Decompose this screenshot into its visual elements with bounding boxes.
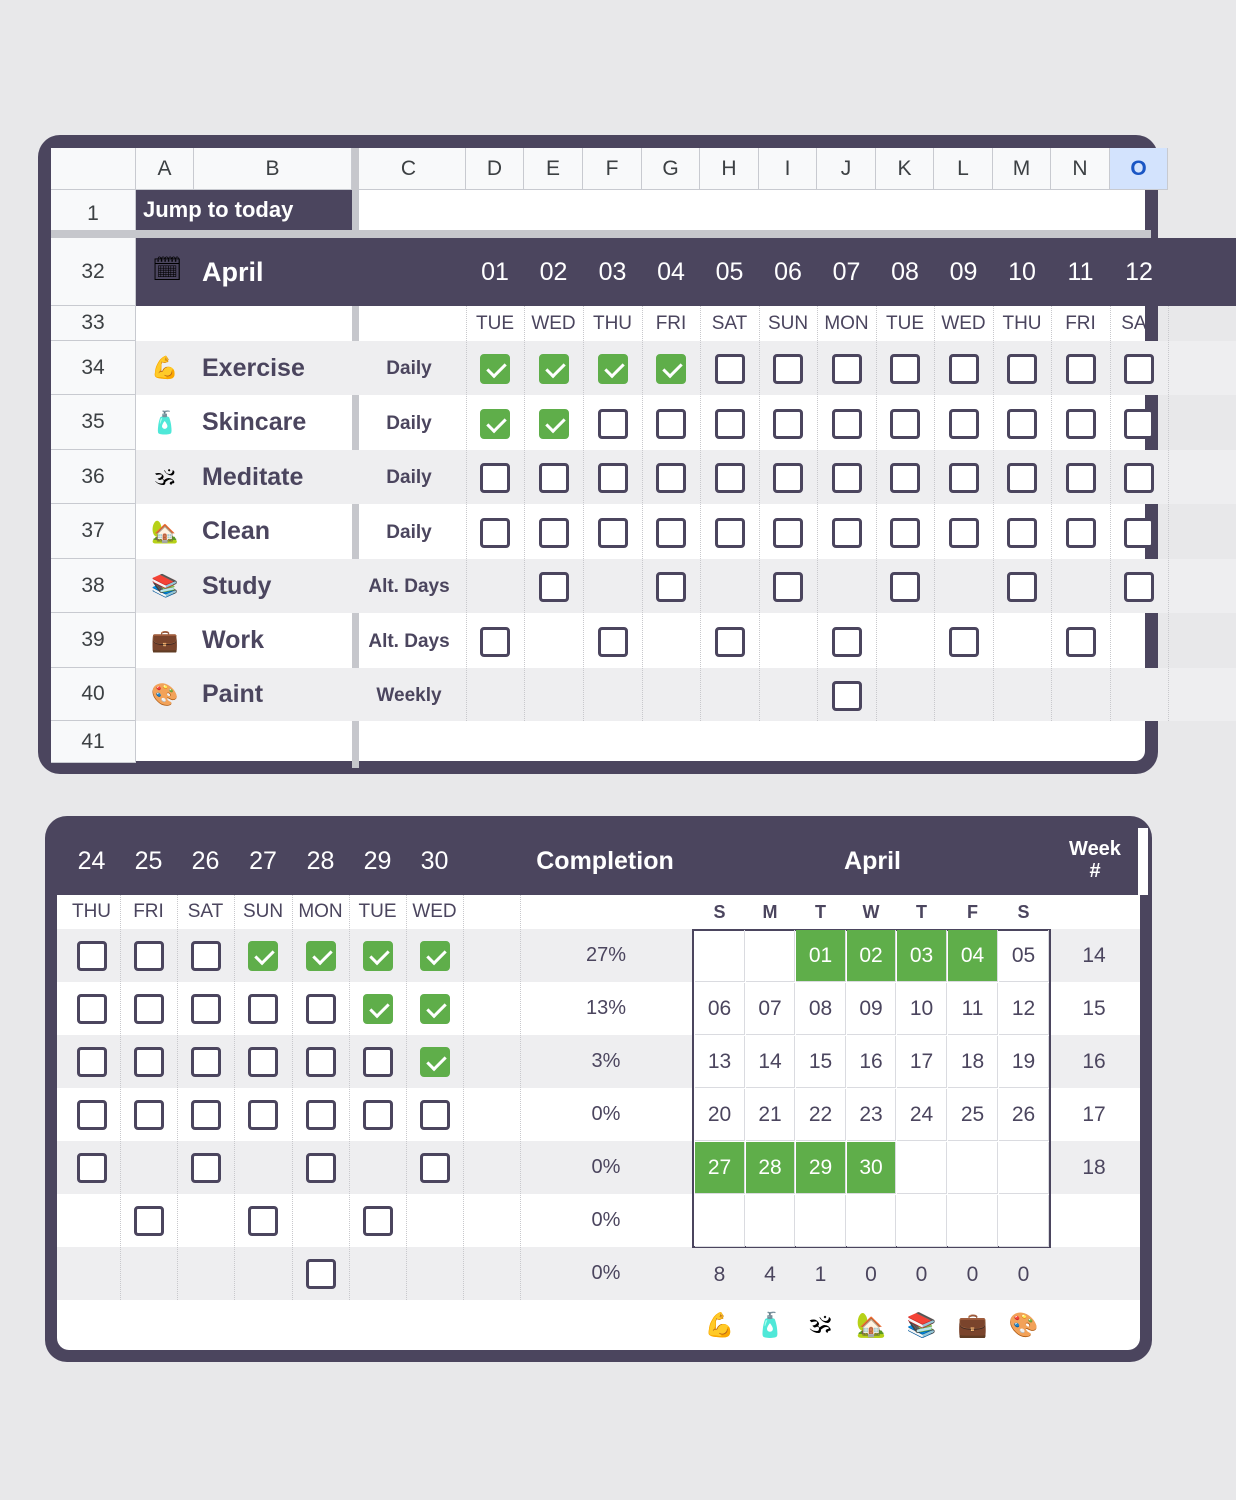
day-number: 26 <box>191 847 220 875</box>
checkbox-unchecked[interactable] <box>539 463 569 493</box>
column-header-n[interactable]: N <box>1051 148 1110 190</box>
column-header-e[interactable]: E <box>524 148 583 190</box>
day-name: THU <box>592 312 633 334</box>
checkbox-unchecked[interactable] <box>656 572 686 602</box>
day-name: THU <box>1002 312 1042 334</box>
checkbox-unchecked[interactable] <box>306 994 336 1024</box>
calendar-day[interactable]: 03 <box>897 930 947 982</box>
checkbox-unchecked[interactable] <box>306 1100 336 1130</box>
calendar-day[interactable]: 25 <box>948 1089 998 1141</box>
day-name: WED <box>531 312 576 334</box>
checkbox-unchecked[interactable] <box>832 681 862 711</box>
column-header-i[interactable]: I <box>759 148 817 190</box>
checkbox-unchecked[interactable] <box>832 463 862 493</box>
day-name: FRI <box>655 312 687 334</box>
habit-name: Study <box>202 571 272 600</box>
habit-frequency: Daily <box>386 521 432 543</box>
habit-icon: 💼 <box>957 1311 988 1339</box>
grid-line <box>817 306 818 721</box>
checkbox-unchecked[interactable] <box>715 409 745 439</box>
checkbox-unchecked[interactable] <box>773 354 803 384</box>
day-name: FRI <box>1065 312 1096 334</box>
day-name: WED <box>412 901 457 922</box>
calendar-day[interactable]: 26 <box>999 1089 1049 1141</box>
calendar-empty-cell <box>999 1195 1049 1247</box>
day-number: 05 <box>715 257 744 286</box>
checkbox-unchecked[interactable] <box>656 463 686 493</box>
grid-line <box>292 895 293 1300</box>
calendar-day[interactable]: 17 <box>897 1036 947 1088</box>
checkbox-unchecked[interactable] <box>134 941 164 971</box>
calendar-day[interactable]: 12 <box>999 983 1049 1035</box>
checkbox-checked[interactable] <box>539 354 569 384</box>
checkbox-unchecked[interactable] <box>134 1100 164 1130</box>
checkbox-unchecked[interactable] <box>248 1206 278 1236</box>
calendar-empty-cell <box>746 1195 795 1247</box>
day-name: SUN <box>242 901 284 922</box>
checkbox-unchecked[interactable] <box>890 463 920 493</box>
grid-line <box>1110 306 1111 721</box>
habit-frequency: Daily <box>386 467 432 488</box>
habit-total: 0 <box>865 1263 877 1286</box>
checkbox-unchecked[interactable] <box>480 518 510 548</box>
calendar-day[interactable]: 20 <box>695 1089 745 1141</box>
calendar-day[interactable]: 18 <box>948 1036 998 1088</box>
completion-value: 3% <box>591 1050 621 1072</box>
day-number: 29 <box>363 847 392 875</box>
grid-line <box>700 306 701 721</box>
checkbox-unchecked[interactable] <box>1124 463 1154 493</box>
grid-line <box>120 895 121 1300</box>
checkbox-unchecked[interactable] <box>1007 572 1037 602</box>
calendar-day[interactable]: 07 <box>746 983 795 1035</box>
checkbox-unchecked[interactable] <box>306 1047 336 1077</box>
calendar-empty-cell <box>897 1195 947 1247</box>
calendar-day[interactable]: 13 <box>695 1036 745 1088</box>
habit-name: Paint <box>202 680 264 708</box>
habit-frequency: Alt. Days <box>368 630 450 652</box>
day-name: MON <box>298 901 343 922</box>
day-name: TUE <box>358 901 397 922</box>
checkbox-unchecked[interactable] <box>715 518 745 548</box>
calendar-day[interactable]: 27 <box>695 1142 745 1194</box>
week-number: 17 <box>1082 1102 1106 1126</box>
checkbox-unchecked[interactable] <box>1007 354 1037 384</box>
week-number: 16 <box>1082 1049 1106 1073</box>
day-name: SAT <box>711 312 748 334</box>
checkbox-checked[interactable] <box>480 409 510 439</box>
day-number: 09 <box>949 257 978 286</box>
checkbox-unchecked[interactable] <box>480 463 510 493</box>
completion-header: Completion <box>536 847 674 875</box>
checkbox-unchecked[interactable] <box>1124 572 1154 602</box>
habit-name: Skincare <box>202 408 307 436</box>
checkbox-unchecked[interactable] <box>77 1047 107 1077</box>
calendar-day[interactable]: 08 <box>796 983 846 1035</box>
column-header-k[interactable]: K <box>876 148 934 190</box>
habit-name: Work <box>202 626 265 654</box>
day-name: MON <box>824 312 869 334</box>
day-number: 25 <box>134 847 163 875</box>
row-number[interactable]: 34 <box>51 341 136 395</box>
checkbox-unchecked[interactable] <box>420 1153 450 1183</box>
checkbox-unchecked[interactable] <box>832 409 862 439</box>
checkbox-unchecked[interactable] <box>1007 409 1037 439</box>
habit-total: 0 <box>1017 1263 1030 1286</box>
checkbox-checked[interactable] <box>598 354 628 384</box>
checkbox-unchecked[interactable] <box>773 409 803 439</box>
checkbox-unchecked[interactable] <box>949 463 979 493</box>
calendar-weekday: W <box>862 901 880 922</box>
calendar-empty-cell <box>897 1142 947 1194</box>
checkbox-unchecked[interactable] <box>598 409 628 439</box>
calendar-day[interactable]: 09 <box>847 983 896 1035</box>
week-number-header-hash: # <box>1089 859 1101 882</box>
checkbox-unchecked[interactable] <box>134 1047 164 1077</box>
habit-frequency: Daily <box>386 358 432 379</box>
grid-line <box>349 895 350 1300</box>
day-number: 08 <box>891 257 919 286</box>
habit-icon: 📚 <box>906 1311 937 1339</box>
habit-frequency: Alt. Days <box>368 576 450 597</box>
day-name: SUN <box>767 312 809 334</box>
calendar-empty-cell <box>847 1195 896 1247</box>
calendar-empty-cell <box>948 1195 998 1247</box>
day-number: 24 <box>77 847 106 875</box>
grid-line <box>876 306 877 721</box>
calendar-icon: 🗓 <box>152 256 183 283</box>
habit-icon: 💼 <box>151 627 179 653</box>
checkbox-unchecked[interactable] <box>77 941 107 971</box>
habit-icon: 💪 <box>151 355 179 380</box>
calendar-day[interactable]: 10 <box>897 983 947 1035</box>
week-number-header: Week <box>1069 837 1121 860</box>
checkbox-unchecked[interactable] <box>134 994 164 1024</box>
checkbox-unchecked[interactable] <box>77 994 107 1024</box>
grid-line <box>1168 306 1169 721</box>
checkbox-unchecked[interactable] <box>773 518 803 548</box>
frozen-row-divider <box>51 230 1151 238</box>
calendar-day[interactable]: 24 <box>897 1089 947 1141</box>
checkbox-unchecked[interactable] <box>1124 518 1154 548</box>
checkbox-unchecked[interactable] <box>656 409 686 439</box>
habit-name: Exercise <box>202 353 305 382</box>
column-header-o[interactable]: O <box>1110 148 1168 190</box>
completion-value: 13% <box>585 997 627 1019</box>
checkbox-unchecked[interactable] <box>832 627 862 657</box>
habit-icon: 💪 <box>704 1311 735 1339</box>
checkbox-checked[interactable] <box>480 354 510 384</box>
checkbox-unchecked[interactable] <box>191 941 221 971</box>
calendar-empty-cell <box>999 1142 1049 1194</box>
row-number[interactable]: 40 <box>51 668 136 721</box>
habit-total: 0 <box>966 1263 979 1286</box>
checkbox-unchecked[interactable] <box>480 627 510 657</box>
calendar-day[interactable]: 28 <box>746 1142 795 1194</box>
calendar-month-header: April <box>844 847 901 875</box>
checkbox-checked[interactable] <box>656 354 686 384</box>
grid-line <box>1051 306 1052 721</box>
jump-to-today-button[interactable]: Jump to today <box>136 190 352 230</box>
row-number[interactable]: 32 <box>51 238 136 306</box>
habit-sheet-grid <box>51 148 1157 761</box>
month-title: April <box>202 256 264 287</box>
completion-value: 0% <box>591 1103 621 1125</box>
grid-line <box>759 306 760 721</box>
calendar-day[interactable]: 02 <box>847 930 896 982</box>
checkbox-unchecked[interactable] <box>1124 354 1154 384</box>
habit-total: 4 <box>764 1263 776 1286</box>
row-number[interactable]: 41 <box>51 721 136 763</box>
day-number: 07 <box>832 257 861 286</box>
calendar-day[interactable]: 22 <box>796 1089 846 1141</box>
corner-cell <box>51 148 136 190</box>
day-name: TUE <box>476 312 514 334</box>
day-number: 12 <box>1125 257 1153 286</box>
day-name: TUE <box>886 312 924 334</box>
checkbox-unchecked[interactable] <box>656 518 686 548</box>
calendar-day[interactable]: 14 <box>746 1036 795 1088</box>
habit-total: 1 <box>814 1263 827 1286</box>
checkbox-unchecked[interactable] <box>773 463 803 493</box>
day-number: 02 <box>539 257 568 286</box>
checkbox-unchecked[interactable] <box>191 1153 221 1183</box>
day-number: 06 <box>774 257 802 286</box>
checkbox-unchecked[interactable] <box>1007 518 1037 548</box>
checkbox-unchecked[interactable] <box>1007 463 1037 493</box>
header-edge <box>1138 828 1148 895</box>
checkbox-unchecked[interactable] <box>363 1206 393 1236</box>
day-number: 10 <box>1008 257 1036 286</box>
checkbox-unchecked[interactable] <box>1066 627 1096 657</box>
column-header-m[interactable]: M <box>993 148 1051 190</box>
calendar-day[interactable]: 06 <box>695 983 745 1035</box>
grid-line <box>406 895 407 1300</box>
grid-line <box>463 895 464 1300</box>
checkbox-unchecked[interactable] <box>890 572 920 602</box>
row-number[interactable]: 35 <box>51 395 136 450</box>
habit-icon: 🏡 <box>856 1311 886 1339</box>
row-number[interactable]: 39 <box>51 613 136 668</box>
summary-panel <box>45 816 1152 1362</box>
grid-line <box>524 306 525 721</box>
week-number: 15 <box>1082 996 1106 1020</box>
calendar-empty-cell <box>695 930 745 982</box>
day-name: FRI <box>133 901 164 922</box>
week-number: 14 <box>1082 943 1106 967</box>
checkbox-unchecked[interactable] <box>598 627 628 657</box>
calendar-day[interactable]: 04 <box>948 930 998 982</box>
day-name: THU <box>71 901 112 922</box>
day-number: 01 <box>481 257 509 286</box>
grid-line <box>466 306 467 721</box>
habit-icon: 🕉 <box>809 1311 832 1338</box>
calendar-empty-cell <box>746 930 795 982</box>
checkbox-unchecked[interactable] <box>306 1259 336 1289</box>
checkbox-unchecked[interactable] <box>539 518 569 548</box>
habit-icon: 🏡 <box>151 518 179 544</box>
checkbox-checked[interactable] <box>420 1047 450 1077</box>
grid-line <box>934 306 935 721</box>
checkbox-checked[interactable] <box>363 994 393 1024</box>
habit-frequency: Daily <box>386 412 432 434</box>
calendar-day[interactable]: 05 <box>999 930 1049 982</box>
checkbox-unchecked[interactable] <box>715 627 745 657</box>
row-number[interactable]: 38 <box>51 559 136 613</box>
day-number: 27 <box>249 847 277 875</box>
checkbox-unchecked[interactable] <box>1124 409 1154 439</box>
checkbox-unchecked[interactable] <box>598 463 628 493</box>
column-header-f[interactable]: F <box>583 148 642 190</box>
habit-name: Meditate <box>202 462 304 491</box>
checkbox-unchecked[interactable] <box>1066 518 1096 548</box>
row-number[interactable]: 36 <box>51 450 136 504</box>
checkbox-unchecked[interactable] <box>248 1047 278 1077</box>
summary-grid <box>57 828 1140 1350</box>
row-number[interactable]: 37 <box>51 504 136 559</box>
checkbox-unchecked[interactable] <box>77 1153 107 1183</box>
calendar-day[interactable]: 19 <box>999 1036 1049 1088</box>
checkbox-unchecked[interactable] <box>539 572 569 602</box>
checkbox-unchecked[interactable] <box>191 1047 221 1077</box>
completion-value: 0% <box>591 1209 621 1231</box>
checkbox-unchecked[interactable] <box>949 627 979 657</box>
checkbox-unchecked[interactable] <box>715 354 745 384</box>
grid-line <box>583 306 584 721</box>
checkbox-checked[interactable] <box>248 941 278 971</box>
column-header-l[interactable]: L <box>934 148 993 190</box>
calendar-weekday: F <box>967 901 978 922</box>
checkbox-unchecked[interactable] <box>77 1100 107 1130</box>
checkbox-checked[interactable] <box>420 941 450 971</box>
calendar-day[interactable]: 30 <box>847 1142 896 1194</box>
checkbox-unchecked[interactable] <box>949 518 979 548</box>
day-name: WED <box>941 312 986 334</box>
checkbox-unchecked[interactable] <box>598 518 628 548</box>
calendar-day[interactable]: 29 <box>796 1142 846 1194</box>
checkbox-unchecked[interactable] <box>890 354 920 384</box>
day-name: SAT <box>187 901 224 922</box>
checkbox-checked[interactable] <box>539 409 569 439</box>
checkbox-unchecked[interactable] <box>1066 463 1096 493</box>
checkbox-unchecked[interactable] <box>1066 354 1096 384</box>
checkbox-unchecked[interactable] <box>949 354 979 384</box>
habit-icon: 🧴 <box>755 1311 785 1339</box>
calendar-day[interactable]: 16 <box>847 1036 896 1088</box>
grid-line <box>642 306 643 721</box>
column-header-g[interactable]: G <box>642 148 700 190</box>
checkbox-unchecked[interactable] <box>773 572 803 602</box>
column-header-a[interactable]: A <box>136 148 194 190</box>
checkbox-unchecked[interactable] <box>306 1153 336 1183</box>
grid-line <box>177 895 178 1300</box>
checkbox-checked[interactable] <box>306 941 336 971</box>
habit-icon: 🎨 <box>1008 1311 1039 1339</box>
row-number[interactable]: 33 <box>51 306 136 341</box>
completion-value: 0% <box>591 1262 621 1284</box>
calendar-empty-cell <box>796 1195 846 1247</box>
calendar-day[interactable]: 15 <box>796 1036 846 1088</box>
habit-name: Clean <box>202 517 271 545</box>
checkbox-checked[interactable] <box>420 994 450 1024</box>
calendar-empty-cell <box>948 1142 998 1194</box>
day-number: 11 <box>1067 257 1094 286</box>
checkbox-unchecked[interactable] <box>248 1100 278 1130</box>
calendar-weekday: S <box>713 901 726 922</box>
checkbox-unchecked[interactable] <box>420 1100 450 1130</box>
checkbox-unchecked[interactable] <box>832 518 862 548</box>
calendar-empty-cell <box>695 1195 745 1247</box>
habit-icon: 🧴 <box>151 409 179 435</box>
checkbox-unchecked[interactable] <box>191 994 221 1024</box>
calendar-day[interactable]: 21 <box>746 1089 795 1141</box>
completion-value: 27% <box>585 944 627 966</box>
day-number: 03 <box>598 257 627 286</box>
checkbox-unchecked[interactable] <box>890 409 920 439</box>
checkbox-unchecked[interactable] <box>248 994 278 1024</box>
column-header-h[interactable]: H <box>700 148 759 190</box>
checkbox-unchecked[interactable] <box>191 1100 221 1130</box>
calendar-weekday: S <box>1017 901 1030 922</box>
column-header-d[interactable]: D <box>466 148 524 190</box>
checkbox-unchecked[interactable] <box>949 409 979 439</box>
habit-total: 8 <box>713 1263 726 1286</box>
calendar-day[interactable]: 11 <box>948 983 998 1035</box>
completion-value: 0% <box>591 1156 621 1178</box>
checkbox-unchecked[interactable] <box>832 354 862 384</box>
checkbox-checked[interactable] <box>363 941 393 971</box>
calendar-day[interactable]: 23 <box>847 1089 896 1141</box>
checkbox-unchecked[interactable] <box>134 1206 164 1236</box>
checkbox-unchecked[interactable] <box>1066 409 1096 439</box>
calendar-weekday: T <box>815 901 826 922</box>
day-number: 04 <box>657 257 685 286</box>
column-header-c[interactable]: C <box>352 148 466 190</box>
calendar-weekday: M <box>762 901 778 922</box>
checkbox-unchecked[interactable] <box>715 463 745 493</box>
habit-icon: 🎨 <box>151 681 179 707</box>
row-number[interactable]: 1 <box>51 190 136 238</box>
habit-icon: 🕉 <box>155 464 175 489</box>
checkbox-unchecked[interactable] <box>890 518 920 548</box>
week-number: 18 <box>1082 1155 1106 1179</box>
habit-total: 0 <box>915 1263 928 1286</box>
day-number: 30 <box>420 847 449 875</box>
grid-line <box>993 306 994 721</box>
column-header-b[interactable]: B <box>194 148 352 190</box>
day-name: SAT <box>1121 312 1157 334</box>
column-header-j[interactable]: J <box>817 148 876 190</box>
habit-icon: 📚 <box>151 573 179 598</box>
checkbox-unchecked[interactable] <box>363 1047 393 1077</box>
calendar-day[interactable]: 01 <box>796 930 846 982</box>
habit-frequency: Weekly <box>376 684 442 706</box>
checkbox-unchecked[interactable] <box>363 1100 393 1130</box>
habit-sheet-panel <box>38 135 1158 774</box>
day-number: 28 <box>306 847 335 875</box>
grid-line <box>234 895 235 1300</box>
calendar-weekday: T <box>916 901 927 922</box>
grid-line <box>520 895 521 1300</box>
